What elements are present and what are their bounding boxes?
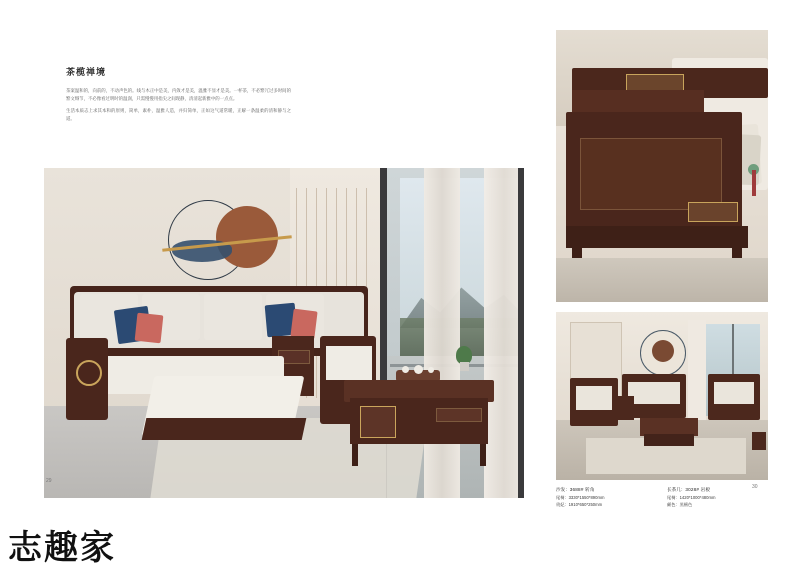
page-number-left: 29 — [46, 478, 52, 484]
spec-row — [556, 501, 657, 508]
spec-key: 贵妃： — [556, 502, 569, 508]
spec-row — [556, 494, 657, 501]
spec-value: 1910*650*250mm — [568, 502, 603, 508]
spec-value: 1420*1000*480mm — [679, 495, 716, 500]
spec-row — [667, 494, 768, 501]
watermark-logo: 志趣家 — [8, 528, 116, 568]
spec-table-label: 长茶几： — [667, 487, 686, 492]
page-number-right: 30 — [752, 484, 758, 490]
spec-row — [667, 501, 768, 508]
detail-photo-bottom — [556, 312, 768, 480]
spec-column-sofa — [556, 486, 657, 508]
spec-value: 3330*1550*890mm — [568, 495, 605, 500]
spec-key: 颜色： — [667, 502, 680, 508]
spec-table-code: 3028# 岩板 — [685, 487, 711, 492]
article-paragraph-2: 生活本质志上求其本和的原则，简单，素朴，温雅人造，并归简单，正如这气道常暖，正解一条温柔的清和静与之道。 — [66, 108, 291, 121]
spec-key: 尾椅： — [556, 495, 569, 500]
spec-key: 尾椅： — [667, 495, 680, 500]
page-title: 茶榄禅境 — [66, 67, 107, 77]
spec-block — [556, 486, 768, 508]
article-body — [66, 87, 291, 122]
spec-value: 黑檀色 — [679, 502, 693, 508]
detail-photo-top — [556, 30, 768, 302]
right-column — [556, 30, 768, 508]
spec-sofa-head — [556, 486, 657, 494]
left-column — [44, 28, 524, 498]
spec-sofa-label: 沙发： — [556, 487, 570, 492]
article-paragraph-1: 茶案温和的，向前的，不动声色的。线与木正中是美，内敛才是美，温雅不显才是美。一杯茶，不必繁冗过多时间的繁文缛节，不必像看过明时的温润，只需慢慢用指尖之间现静，清清起新雅中的一点点。 — [66, 88, 291, 101]
hero-photo — [44, 168, 524, 498]
spec-sofa-code: 3688# 转角 — [569, 487, 595, 492]
